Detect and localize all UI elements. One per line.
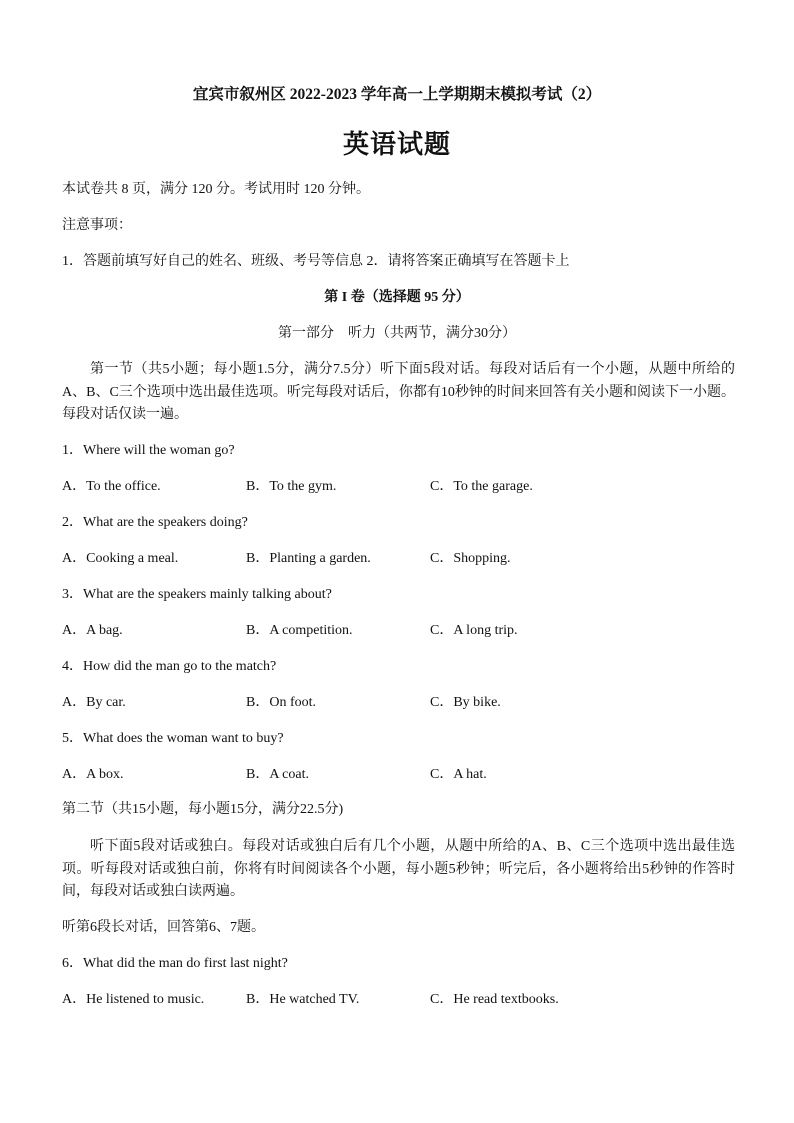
question-stem: 1．Where will the woman go?: [62, 443, 235, 458]
option-c: C．Shopping.: [430, 551, 511, 566]
option-a: A．By car.: [62, 695, 126, 710]
volume-title: 第 I 卷（选择题 95 分）: [324, 290, 470, 305]
option-b: B．He watched TV.: [246, 992, 360, 1007]
option-a: A．To the office.: [62, 479, 161, 494]
option-b: B．Planting a garden.: [246, 551, 371, 566]
question-stem: 6．What did the man do first last night?: [62, 956, 288, 971]
section1-instructions: 第一节（共5小题；每小题1.5分，满分7.5分）听下面5段对话。每段对话后有一个小题，从题中所给的A、B、C三个选项中选出最佳选项。听完每段对话后，你都有10秒钟的时间来回答有关小题和阅读下一小题。每段对话仅读一遍。: [62, 362, 735, 422]
option-c: C．A hat.: [430, 767, 487, 782]
option-b: B．On foot.: [246, 695, 316, 710]
option-b: B．A competition.: [246, 623, 353, 638]
option-b: B．To the gym.: [246, 479, 337, 494]
exam-school-title: 宜宾市叙州区 2022-2023 学年高一上学期期末模拟考试（2）: [192, 86, 602, 103]
exam-subject-title: 英语试题: [342, 130, 451, 159]
option-c: C．A long trip.: [430, 623, 518, 638]
section2-heading: 第二节（共15小题，每小题15分，满分22.5分): [62, 802, 344, 817]
option-a: A．A box.: [62, 767, 124, 782]
notes-label: 注意事项：: [62, 218, 132, 233]
question-stem: 2．What are the speakers doing?: [62, 515, 248, 530]
part1-title: 第一部分 听力（共两节，满分30分）: [278, 326, 516, 341]
option-c: C．To the garage.: [430, 479, 533, 494]
option-a: A．A bag.: [62, 623, 123, 638]
section2-instructions: 听下面5段对话或独白。每段对话或独白后有几个小题，从题中所给的A、B、C三个选项中选出最佳选项。听每段对话或独白前，你将有时间阅读各个小题，每小题5秒钟；听完后，各小题将给出5秒钟的作答时间，每段对话或独白读两遍。: [62, 839, 735, 899]
exam-info: 本试卷共 8 页，满分 120 分。考试用时 120 分钟。: [62, 182, 370, 197]
option-b: B．A coat.: [246, 767, 309, 782]
question-stem: 5．What does the woman want to buy?: [62, 731, 284, 746]
question-stem: 3．What are the speakers mainly talking about?: [62, 587, 332, 602]
notes-text: 1．答题前填写好自己的姓名、班级、考号等信息 2．请将答案正确填写在答题卡上: [62, 254, 570, 269]
question-stem: 4．How did the man go to the match?: [62, 659, 277, 674]
option-a: A．Cooking a meal.: [62, 551, 179, 566]
dialogue-note: 听第6段长对话，回答第6、7题。: [62, 920, 265, 935]
option-c: C．He read textbooks.: [430, 992, 559, 1007]
option-a: A．He listened to music.: [62, 992, 205, 1007]
option-c: C．By bike.: [430, 695, 501, 710]
